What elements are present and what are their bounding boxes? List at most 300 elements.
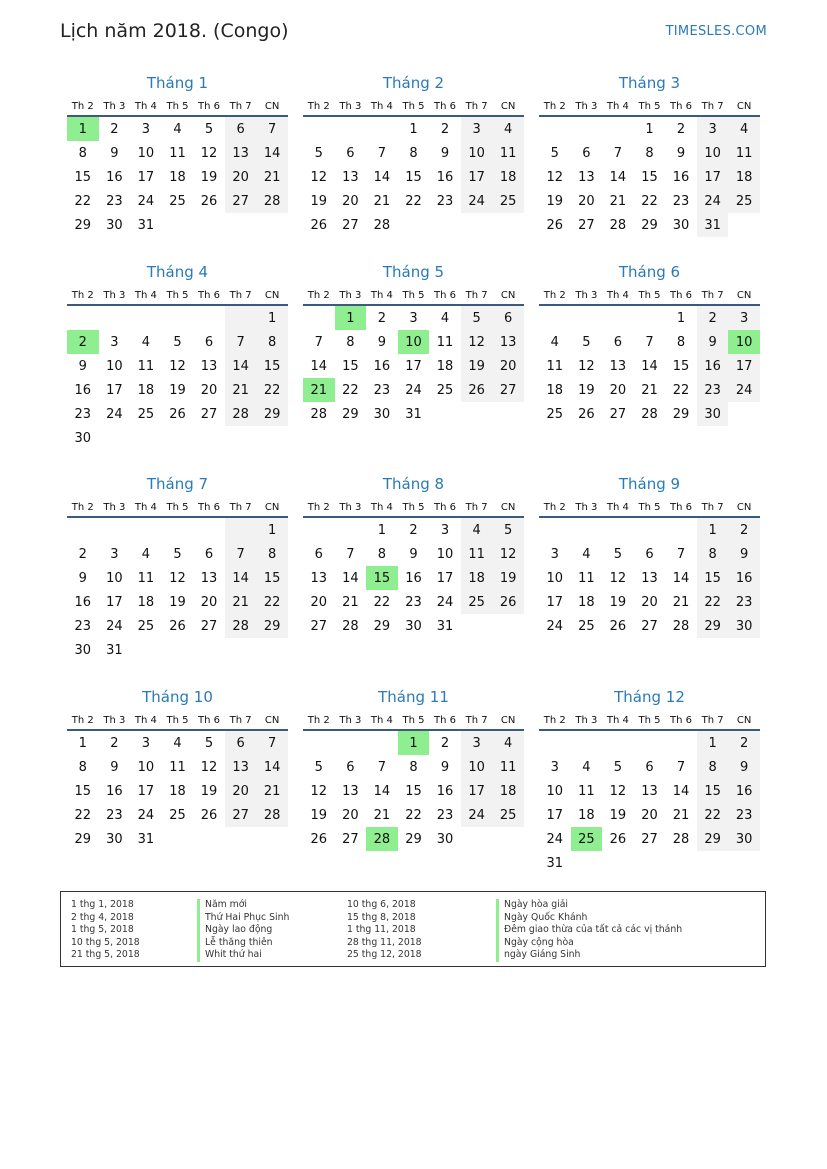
day-cell[interactable]: 28 (672, 831, 690, 847)
day-cell[interactable]: 2 (110, 121, 119, 137)
day-cell[interactable]: 31 (697, 213, 729, 237)
day-cell[interactable]: 28 (641, 406, 658, 422)
day-cell[interactable]: 15 (366, 566, 398, 590)
day-cell[interactable]: 28 (366, 827, 398, 851)
day-cell[interactable]: 8 (377, 546, 387, 562)
day-cell[interactable]: 11 (461, 542, 493, 566)
day-cell[interactable]: 11 (492, 755, 524, 779)
day-cell[interactable]: 26 (169, 406, 186, 422)
day-cell[interactable]: 26 (546, 217, 564, 233)
day-cell[interactable]: 17 (137, 783, 155, 799)
day-cell[interactable]: 23 (436, 193, 454, 209)
day-cell[interactable]: 2 (728, 518, 760, 542)
day-cell[interactable]: 23 (728, 803, 760, 827)
day-cell[interactable]: 14 (672, 570, 690, 586)
day-cell[interactable]: 22 (641, 193, 658, 209)
day-cell[interactable]: 17 (461, 165, 493, 189)
day-cell[interactable]: 17 (728, 354, 760, 378)
day-cell[interactable]: 7 (256, 117, 288, 141)
day-cell[interactable]: 24 (546, 618, 564, 634)
day-cell[interactable]: 20 (641, 807, 658, 823)
day-cell[interactable]: 4 (582, 546, 591, 562)
day-cell[interactable]: 2 (110, 735, 119, 751)
day-cell[interactable]: 13 (225, 141, 257, 165)
day-cell[interactable]: 17 (436, 570, 454, 586)
day-cell[interactable]: 8 (409, 145, 418, 161)
day-cell[interactable]: 3 (141, 121, 151, 137)
day-cell[interactable]: 16 (728, 779, 760, 803)
day-cell[interactable]: 16 (405, 570, 422, 586)
day-cell[interactable]: 21 (373, 807, 391, 823)
day-cell[interactable]: 4 (728, 117, 760, 141)
day-cell[interactable]: 9 (110, 145, 119, 161)
day-cell[interactable]: 10 (398, 330, 430, 354)
day-cell[interactable]: 22 (256, 590, 288, 614)
day-cell[interactable]: 25 (137, 406, 155, 422)
day-cell[interactable]: 14 (256, 755, 288, 779)
day-cell[interactable]: 10 (461, 141, 493, 165)
day-cell[interactable]: 3 (141, 735, 151, 751)
day-cell[interactable]: 8 (256, 330, 288, 354)
day-cell[interactable]: 25 (169, 807, 186, 823)
day-cell[interactable]: 8 (697, 755, 729, 779)
day-cell[interactable]: 24 (697, 189, 729, 213)
day-cell[interactable]: 20 (342, 193, 359, 209)
day-cell[interactable]: 13 (342, 169, 359, 185)
day-cell[interactable]: 25 (578, 618, 595, 634)
day-cell[interactable]: 23 (74, 618, 92, 634)
day-cell[interactable]: 5 (582, 334, 591, 350)
day-cell[interactable]: 27 (225, 803, 257, 827)
day-cell[interactable]: 14 (641, 358, 658, 374)
day-cell[interactable]: 14 (225, 354, 257, 378)
day-cell[interactable]: 9 (78, 358, 87, 374)
day-cell[interactable]: 27 (310, 618, 328, 634)
day-cell[interactable]: 15 (697, 779, 729, 803)
day-cell[interactable]: 16 (106, 169, 123, 185)
brand-link[interactable]: TIMESLES.COM (665, 24, 767, 39)
day-cell[interactable]: 13 (609, 358, 627, 374)
day-cell[interactable]: 14 (310, 358, 328, 374)
day-cell[interactable]: 11 (137, 358, 155, 374)
day-cell[interactable]: 12 (609, 783, 627, 799)
day-cell[interactable]: 22 (405, 193, 422, 209)
day-cell[interactable]: 11 (728, 141, 760, 165)
day-cell[interactable]: 28 (672, 618, 690, 634)
day-cell[interactable]: 29 (641, 217, 658, 233)
day-cell[interactable]: 2 (67, 330, 99, 354)
day-cell[interactable]: 25 (492, 803, 524, 827)
day-cell[interactable]: 22 (697, 803, 729, 827)
day-cell[interactable]: 19 (310, 193, 328, 209)
day-cell[interactable]: 11 (436, 334, 454, 350)
day-cell[interactable]: 1 (409, 121, 418, 137)
day-cell[interactable]: 4 (440, 310, 450, 326)
day-cell[interactable]: 12 (200, 759, 218, 775)
day-cell[interactable]: 3 (461, 731, 493, 755)
day-cell[interactable]: 17 (697, 165, 729, 189)
day-cell[interactable]: 13 (492, 330, 524, 354)
day-cell[interactable]: 27 (641, 618, 658, 634)
day-cell[interactable]: 6 (204, 546, 214, 562)
day-cell[interactable]: 12 (609, 570, 627, 586)
day-cell[interactable]: 16 (672, 169, 690, 185)
day-cell[interactable]: 9 (409, 546, 418, 562)
day-cell[interactable]: 21 (225, 590, 257, 614)
day-cell[interactable]: 1 (78, 735, 87, 751)
day-cell[interactable]: 22 (373, 594, 391, 610)
day-cell[interactable]: 9 (377, 334, 387, 350)
day-cell[interactable]: 5 (461, 306, 493, 330)
day-cell[interactable]: 8 (78, 145, 87, 161)
day-cell[interactable]: 8 (78, 759, 87, 775)
day-cell[interactable]: 4 (173, 121, 182, 137)
day-cell[interactable]: 3 (409, 310, 418, 326)
day-cell[interactable]: 26 (200, 807, 218, 823)
day-cell[interactable]: 30 (106, 217, 123, 233)
day-cell[interactable]: 10 (137, 759, 155, 775)
day-cell[interactable]: 10 (106, 358, 123, 374)
day-cell[interactable]: 19 (200, 169, 218, 185)
day-cell[interactable]: 9 (728, 755, 760, 779)
day-cell[interactable]: 9 (440, 145, 450, 161)
day-cell[interactable]: 29 (256, 402, 288, 426)
day-cell[interactable]: 16 (74, 382, 92, 398)
day-cell[interactable]: 23 (373, 382, 391, 398)
day-cell[interactable]: 29 (256, 614, 288, 638)
day-cell[interactable]: 19 (169, 382, 186, 398)
day-cell[interactable]: 18 (436, 358, 454, 374)
day-cell[interactable]: 29 (405, 831, 422, 847)
day-cell[interactable]: 19 (546, 193, 564, 209)
day-cell[interactable]: 27 (492, 378, 524, 402)
day-cell[interactable]: 18 (492, 165, 524, 189)
day-cell[interactable]: 14 (225, 566, 257, 590)
day-cell[interactable]: 1 (377, 522, 387, 538)
day-cell[interactable]: 12 (310, 169, 328, 185)
day-cell[interactable]: 5 (492, 518, 524, 542)
day-cell[interactable]: 5 (173, 334, 182, 350)
day-cell[interactable]: 19 (609, 807, 627, 823)
day-cell[interactable]: 12 (310, 783, 328, 799)
day-cell[interactable]: 8 (256, 542, 288, 566)
day-cell[interactable]: 20 (609, 382, 627, 398)
day-cell[interactable]: 9 (676, 145, 686, 161)
day-cell[interactable]: 4 (141, 334, 151, 350)
day-cell[interactable]: 11 (169, 145, 186, 161)
day-cell[interactable]: 8 (676, 334, 686, 350)
day-cell[interactable]: 29 (697, 614, 729, 638)
day-cell[interactable]: 28 (373, 217, 391, 233)
day-cell[interactable]: 7 (225, 330, 257, 354)
day-cell[interactable]: 31 (546, 855, 564, 871)
day-cell[interactable]: 25 (728, 189, 760, 213)
day-cell[interactable]: 26 (609, 831, 627, 847)
day-cell[interactable]: 24 (461, 189, 493, 213)
day-cell[interactable]: 22 (74, 193, 92, 209)
day-cell[interactable]: 17 (106, 594, 123, 610)
day-cell[interactable]: 15 (74, 169, 92, 185)
day-cell[interactable]: 10 (546, 783, 564, 799)
day-cell[interactable]: 11 (578, 783, 595, 799)
day-cell[interactable]: 2 (377, 310, 387, 326)
day-cell[interactable]: 28 (256, 189, 288, 213)
day-cell[interactable]: 28 (609, 217, 627, 233)
day-cell[interactable]: 1 (645, 121, 654, 137)
day-cell[interactable]: 13 (641, 783, 658, 799)
day-cell[interactable]: 31 (436, 618, 454, 634)
day-cell[interactable]: 23 (697, 378, 729, 402)
day-cell[interactable]: 17 (461, 779, 493, 803)
day-cell[interactable]: 2 (676, 121, 686, 137)
day-cell[interactable]: 24 (546, 831, 564, 847)
day-cell[interactable]: 14 (609, 169, 627, 185)
day-cell[interactable]: 9 (440, 759, 450, 775)
day-cell[interactable]: 31 (106, 642, 123, 658)
day-cell[interactable]: 2 (440, 121, 450, 137)
day-cell[interactable]: 2 (697, 306, 729, 330)
day-cell[interactable]: 3 (110, 546, 119, 562)
day-cell[interactable]: 4 (173, 735, 182, 751)
day-cell[interactable]: 12 (200, 145, 218, 161)
day-cell[interactable]: 28 (256, 803, 288, 827)
day-cell[interactable]: 25 (492, 189, 524, 213)
day-cell[interactable]: 15 (256, 354, 288, 378)
day-cell[interactable]: 12 (578, 358, 595, 374)
day-cell[interactable]: 1 (398, 731, 430, 755)
day-cell[interactable]: 7 (613, 145, 623, 161)
day-cell[interactable]: 18 (728, 165, 760, 189)
day-cell[interactable]: 28 (310, 406, 328, 422)
day-cell[interactable]: 21 (256, 779, 288, 803)
day-cell[interactable]: 20 (310, 594, 328, 610)
day-cell[interactable]: 1 (256, 518, 288, 542)
day-cell[interactable]: 13 (342, 783, 359, 799)
day-cell[interactable]: 29 (74, 217, 92, 233)
day-cell[interactable]: 11 (137, 570, 155, 586)
day-cell[interactable]: 21 (672, 807, 690, 823)
day-cell[interactable]: 10 (106, 570, 123, 586)
day-cell[interactable]: 20 (342, 807, 359, 823)
day-cell[interactable]: 22 (672, 382, 690, 398)
day-cell[interactable]: 30 (728, 614, 760, 638)
day-cell[interactable]: 27 (342, 831, 359, 847)
day-cell[interactable]: 24 (436, 594, 454, 610)
day-cell[interactable]: 6 (204, 334, 214, 350)
day-cell[interactable]: 5 (613, 546, 623, 562)
day-cell[interactable]: 12 (492, 542, 524, 566)
day-cell[interactable]: 2 (440, 735, 450, 751)
day-cell[interactable]: 13 (578, 169, 595, 185)
day-cell[interactable]: 28 (225, 402, 257, 426)
day-cell[interactable]: 23 (672, 193, 690, 209)
day-cell[interactable]: 17 (546, 594, 564, 610)
day-cell[interactable]: 26 (578, 406, 595, 422)
day-cell[interactable]: 18 (578, 807, 595, 823)
day-cell[interactable]: 22 (342, 382, 359, 398)
day-cell[interactable]: 7 (377, 145, 387, 161)
day-cell[interactable]: 24 (106, 618, 123, 634)
day-cell[interactable]: 5 (173, 546, 182, 562)
day-cell[interactable]: 27 (578, 217, 595, 233)
day-cell[interactable]: 6 (582, 145, 591, 161)
day-cell[interactable]: 16 (697, 354, 729, 378)
day-cell[interactable]: 30 (405, 618, 422, 634)
day-cell[interactable]: 21 (373, 193, 391, 209)
day-cell[interactable]: 18 (546, 382, 564, 398)
day-cell[interactable]: 30 (436, 831, 454, 847)
day-cell[interactable]: 16 (373, 358, 391, 374)
day-cell[interactable]: 5 (550, 145, 559, 161)
day-cell[interactable]: 3 (110, 334, 119, 350)
day-cell[interactable]: 14 (373, 783, 391, 799)
day-cell[interactable]: 4 (492, 731, 524, 755)
day-cell[interactable]: 19 (578, 382, 595, 398)
day-cell[interactable]: 20 (225, 779, 257, 803)
day-cell[interactable]: 21 (303, 378, 335, 402)
day-cell[interactable]: 16 (728, 566, 760, 590)
day-cell[interactable]: 6 (492, 306, 524, 330)
day-cell[interactable]: 10 (546, 570, 564, 586)
day-cell[interactable]: 28 (225, 614, 257, 638)
day-cell[interactable]: 26 (492, 590, 524, 614)
day-cell[interactable]: 20 (641, 594, 658, 610)
day-cell[interactable]: 16 (436, 169, 454, 185)
day-cell[interactable]: 23 (405, 594, 422, 610)
day-cell[interactable]: 13 (641, 570, 658, 586)
day-cell[interactable]: 23 (74, 406, 92, 422)
day-cell[interactable]: 26 (609, 618, 627, 634)
day-cell[interactable]: 1 (697, 731, 729, 755)
day-cell[interactable]: 19 (169, 594, 186, 610)
day-cell[interactable]: 12 (546, 169, 564, 185)
day-cell[interactable]: 12 (461, 330, 493, 354)
day-cell[interactable]: 12 (169, 570, 186, 586)
day-cell[interactable]: 22 (697, 590, 729, 614)
day-cell[interactable]: 3 (697, 117, 729, 141)
day-cell[interactable]: 20 (578, 193, 595, 209)
day-cell[interactable]: 3 (461, 117, 493, 141)
day-cell[interactable]: 27 (609, 406, 627, 422)
day-cell[interactable]: 18 (492, 779, 524, 803)
day-cell[interactable]: 15 (74, 783, 92, 799)
day-cell[interactable]: 26 (169, 618, 186, 634)
day-cell[interactable]: 14 (373, 169, 391, 185)
day-cell[interactable]: 27 (200, 406, 218, 422)
day-cell[interactable]: 21 (225, 378, 257, 402)
day-cell[interactable]: 29 (672, 406, 690, 422)
day-cell[interactable]: 5 (613, 759, 623, 775)
day-cell[interactable]: 18 (169, 169, 186, 185)
day-cell[interactable]: 26 (310, 831, 328, 847)
day-cell[interactable]: 18 (461, 566, 493, 590)
day-cell[interactable]: 30 (106, 831, 123, 847)
day-cell[interactable]: 25 (571, 827, 603, 851)
day-cell[interactable]: 18 (137, 594, 155, 610)
day-cell[interactable]: 18 (137, 382, 155, 398)
day-cell[interactable]: 6 (225, 117, 257, 141)
day-cell[interactable]: 26 (310, 217, 328, 233)
day-cell[interactable]: 11 (169, 759, 186, 775)
day-cell[interactable]: 19 (461, 354, 493, 378)
day-cell[interactable]: 10 (461, 755, 493, 779)
day-cell[interactable]: 15 (256, 566, 288, 590)
day-cell[interactable]: 1 (67, 117, 99, 141)
day-cell[interactable]: 12 (169, 358, 186, 374)
day-cell[interactable]: 7 (225, 542, 257, 566)
day-cell[interactable]: 9 (78, 570, 87, 586)
day-cell[interactable]: 23 (106, 807, 123, 823)
day-cell[interactable]: 1 (697, 518, 729, 542)
day-cell[interactable]: 7 (645, 334, 654, 350)
day-cell[interactable]: 6 (225, 731, 257, 755)
day-cell[interactable]: 30 (728, 827, 760, 851)
day-cell[interactable]: 28 (342, 618, 359, 634)
day-cell[interactable]: 7 (676, 546, 686, 562)
day-cell[interactable]: 15 (697, 566, 729, 590)
day-cell[interactable]: 5 (204, 735, 214, 751)
day-cell[interactable]: 19 (200, 783, 218, 799)
day-cell[interactable]: 2 (409, 522, 418, 538)
day-cell[interactable]: 25 (436, 382, 454, 398)
day-cell[interactable]: 19 (609, 594, 627, 610)
day-cell[interactable]: 16 (74, 594, 92, 610)
day-cell[interactable]: 9 (697, 330, 729, 354)
day-cell[interactable]: 17 (106, 382, 123, 398)
day-cell[interactable]: 27 (342, 217, 359, 233)
day-cell[interactable]: 7 (314, 334, 323, 350)
day-cell[interactable]: 24 (137, 807, 155, 823)
day-cell[interactable]: 15 (641, 169, 658, 185)
day-cell[interactable]: 24 (461, 803, 493, 827)
day-cell[interactable]: 14 (672, 783, 690, 799)
day-cell[interactable]: 27 (641, 831, 658, 847)
day-cell[interactable]: 21 (609, 193, 627, 209)
day-cell[interactable]: 26 (461, 378, 493, 402)
day-cell[interactable]: 22 (256, 378, 288, 402)
day-cell[interactable]: 18 (578, 594, 595, 610)
day-cell[interactable]: 1 (676, 310, 686, 326)
day-cell[interactable]: 25 (137, 618, 155, 634)
day-cell[interactable]: 22 (74, 807, 92, 823)
day-cell[interactable]: 14 (256, 141, 288, 165)
day-cell[interactable]: 3 (550, 759, 559, 775)
day-cell[interactable]: 17 (405, 358, 422, 374)
day-cell[interactable]: 16 (106, 783, 123, 799)
day-cell[interactable]: 23 (436, 807, 454, 823)
day-cell[interactable]: 21 (641, 382, 658, 398)
day-cell[interactable]: 3 (550, 546, 559, 562)
day-cell[interactable]: 30 (697, 402, 729, 426)
day-cell[interactable]: 4 (141, 546, 151, 562)
day-cell[interactable]: 10 (436, 546, 454, 562)
day-cell[interactable]: 21 (256, 165, 288, 189)
day-cell[interactable]: 6 (346, 145, 355, 161)
day-cell[interactable]: 8 (346, 334, 355, 350)
day-cell[interactable]: 10 (728, 330, 760, 354)
day-cell[interactable]: 30 (74, 430, 92, 446)
day-cell[interactable]: 11 (492, 141, 524, 165)
day-cell[interactable]: 5 (314, 759, 323, 775)
day-cell[interactable]: 15 (342, 358, 359, 374)
day-cell[interactable]: 1 (335, 306, 367, 330)
day-cell[interactable]: 26 (200, 193, 218, 209)
day-cell[interactable]: 17 (137, 169, 155, 185)
day-cell[interactable]: 21 (672, 594, 690, 610)
day-cell[interactable]: 24 (137, 193, 155, 209)
day-cell[interactable]: 7 (346, 546, 355, 562)
day-cell[interactable]: 20 (492, 354, 524, 378)
